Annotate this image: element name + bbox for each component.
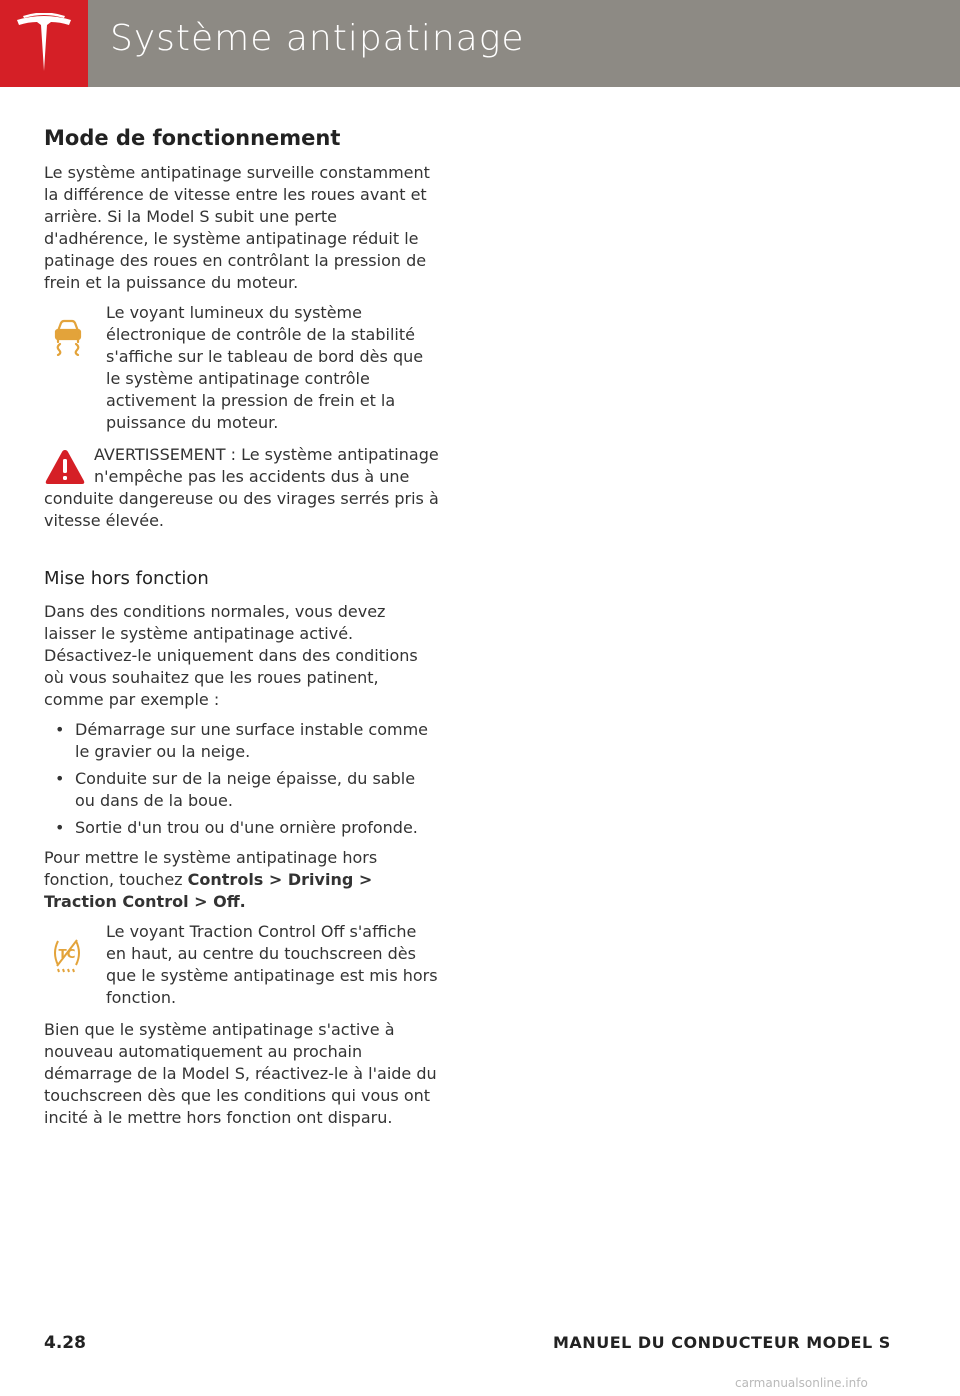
traction-control-off-icon bbox=[50, 935, 84, 975]
traction-off-note-text: Le voyant Traction Control Off s'affiche en haut, au centre du touchscreen dès que le système antipatinage est mis hors fonction. bbox=[106, 922, 438, 1007]
instruction-prefix: Pour mettre le système antipatinage hors fonction, touchez bbox=[44, 848, 378, 889]
tesla-logo-icon bbox=[14, 13, 74, 75]
svg-text:TC: TC bbox=[58, 947, 76, 961]
conditions-list bbox=[44, 719, 440, 839]
instruction-paragraph bbox=[44, 847, 440, 913]
page-title: Système antipatinage bbox=[110, 18, 525, 59]
list-item: • Démarrage sur une surface instable comme le gravier ou la neige. bbox=[44, 719, 440, 763]
section-heading-off: Mise hors fonction bbox=[44, 568, 209, 589]
page-header bbox=[0, 0, 960, 87]
watermark: carmanualsonline.info bbox=[735, 1376, 868, 1390]
stability-control-icon bbox=[50, 316, 86, 356]
warning-triangle-icon bbox=[44, 448, 86, 486]
list-item: • Conduite sur de la neige épaisse, du sable ou dans de la boue. bbox=[44, 768, 440, 812]
controls-path: Controls > Driving > Traction Control > Off. bbox=[44, 870, 373, 911]
brand-logo-box bbox=[0, 0, 88, 87]
stability-note bbox=[44, 302, 440, 434]
closing-paragraph: Bien que le système antipatinage s'active à nouveau automatiquement au prochain démarrage de la Model S, réactivez-le à l'aide du touchscreen dès que les conditions qui vous ont incité à le mettre hors fonction ont disparu. bbox=[44, 1020, 437, 1127]
warning-block bbox=[44, 444, 440, 532]
main-content bbox=[44, 120, 440, 1137]
page-number: 4.28 bbox=[44, 1333, 86, 1353]
list-item: • Sortie d'un trou ou d'une ornière profonde. bbox=[44, 817, 440, 839]
manual-title: MANUEL DU CONDUCTEUR MODEL S bbox=[553, 1333, 891, 1352]
off-intro-paragraph: Dans des conditions normales, vous devez laisser le système antipatinage activé. Désactivez-le uniquement dans des conditions où vous souhaitez que les roues patinent, comme par exemple : bbox=[44, 602, 418, 709]
warning-text: AVERTISSEMENT : Le système antipatinage n'empêche pas les accidents dus à une conduite dangereuse ou des virages serrés pris à vitesse élevée. bbox=[44, 445, 439, 530]
stability-note-text: Le voyant lumineux du système électronique de contrôle de la stabilité s'affiche sur le tableau de bord dès que le système antipatinage contrôle activement la pression de frein et la puissance du moteur. bbox=[106, 303, 424, 432]
traction-off-note bbox=[44, 921, 440, 1009]
operation-paragraph: Le système antipatinage surveille constamment la différence de vitesse entre les roues avant et arrière. Si la Model S subit une perte d'adhérence, le système antipatinage réduit le patinage des roues en contrôlant la pression de frein et la puissance du moteur. bbox=[44, 163, 430, 292]
section-heading-operation: Mode de fonctionnement bbox=[44, 126, 341, 150]
